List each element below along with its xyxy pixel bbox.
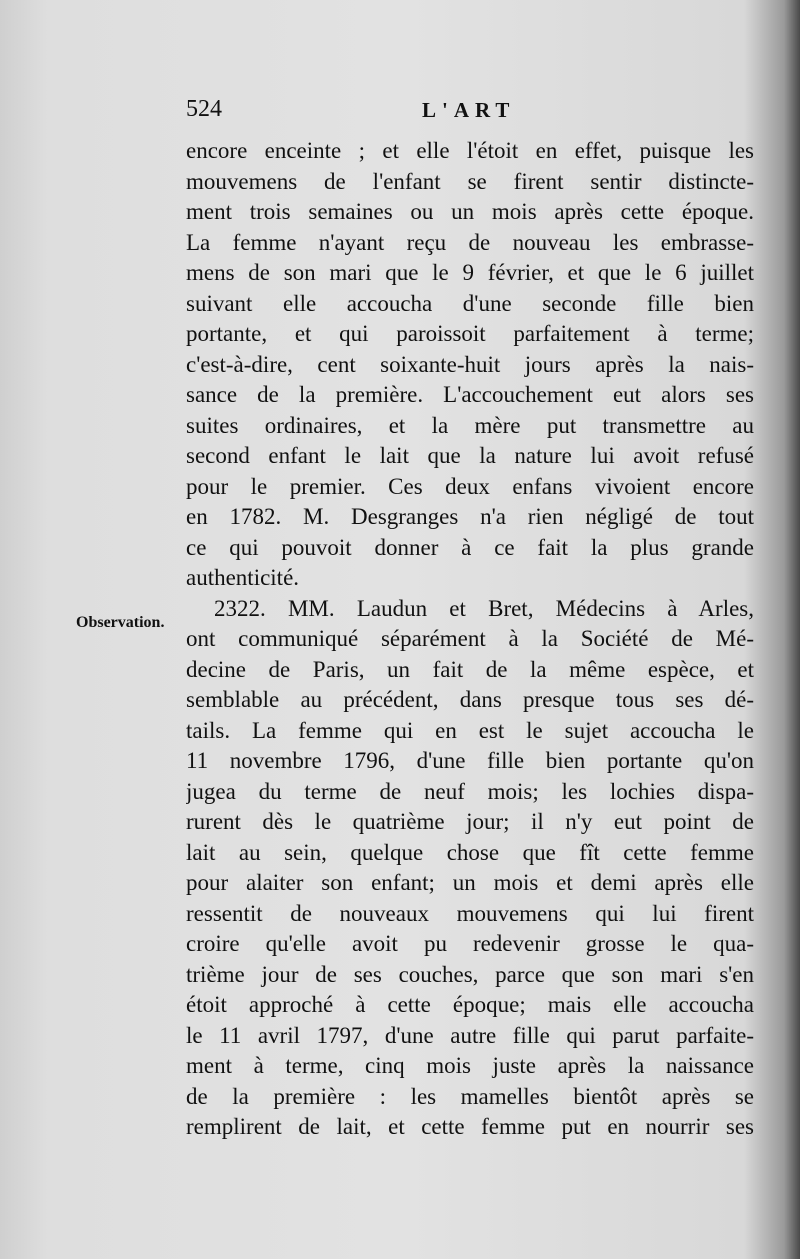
text-line: le 11 avril 1797, d'une autre fille qui parut parfaite-	[186, 1022, 754, 1048]
text-line: second enfant le lait que la nature lui avoit refusé	[186, 443, 754, 468]
text-line: croire qu'elle avoit pu redevenir grosse le qua-	[186, 931, 754, 956]
text-line: La femme n'ayant reçu de nouveau les embrasse-	[186, 229, 754, 255]
text-line: 11 novembre 1796, d'une fille bien portante qu'on	[186, 748, 754, 773]
text-line: pour le premier. Ces deux enfans vivoient encore	[186, 473, 754, 499]
text-line: mens de son mari que le 9 février, et que le 6 juillet	[186, 260, 754, 285]
text-line: ce qui pouvoit donner à ce fait la plus grande	[186, 534, 754, 560]
text-line: remplirent de lait, et cette femme put en nourrir ses	[186, 1114, 754, 1139]
text-line: ment à terme, cinq mois juste après la naissance	[186, 1053, 754, 1078]
page-number: 524	[186, 96, 222, 122]
text-line: suivant elle accoucha d'une seconde fille bien	[186, 290, 754, 316]
margin-note-observation: Observation.	[76, 614, 165, 631]
body-text	[186, 136, 754, 1143]
text-line: authenticité.	[186, 565, 300, 590]
running-head: L'ART	[422, 98, 516, 122]
text-line: de la première : les mamelles bientôt après se	[186, 1083, 754, 1109]
text-line: pour alaiter son enfant; un mois et demi après elle	[186, 870, 754, 895]
text-line: sance de la première. L'accouchement eut alors ses	[186, 382, 754, 407]
page-header	[186, 96, 746, 136]
text-line: trième jour de ses couches, parce que son mari s'en	[186, 961, 754, 987]
text-line: semblable au précédent, dans presque tous ses dé-	[186, 687, 754, 712]
text-line: encore enceinte ; et elle l'étoit en effet, puisque les	[186, 138, 754, 163]
text-line: étoit approché à cette époque; mais elle accoucha	[186, 992, 754, 1017]
text-line: jugea du terme de neuf mois; les lochies dispa-	[186, 778, 754, 804]
text-line: decine de Paris, un fait de la même espèce, et	[186, 656, 754, 682]
text-line: mouvemens de l'enfant se firent sentir distincte-	[186, 168, 754, 194]
text-line: lait au sein, quelque chose que fît cette femme	[186, 839, 754, 865]
text-line: suites ordinaires, et la mère put transmettre au	[186, 412, 754, 438]
text-line: 2322. MM. Laudun et Bret, Médecins à Arles,	[214, 595, 754, 621]
text-line: portante, et qui paroissoit parfaitement à terme;	[186, 321, 754, 346]
text-line: c'est-à-dire, cent soixante-huit jours après la nais-	[186, 351, 754, 377]
text-line: ressentit de nouveaux mouvemens qui lui firent	[186, 900, 754, 926]
text-line: ont communiqué séparément à la Société de Mé-	[186, 626, 754, 651]
text-line: rurent dès le quatrième jour; il n'y eut point de	[186, 809, 754, 834]
text-line: tails. La femme qui en est le sujet accoucha le	[186, 717, 754, 743]
text-line: en 1782. M. Desgranges n'a rien négligé de tout	[186, 504, 754, 529]
text-line: ment trois semaines ou un mois après cette époque.	[186, 199, 754, 224]
